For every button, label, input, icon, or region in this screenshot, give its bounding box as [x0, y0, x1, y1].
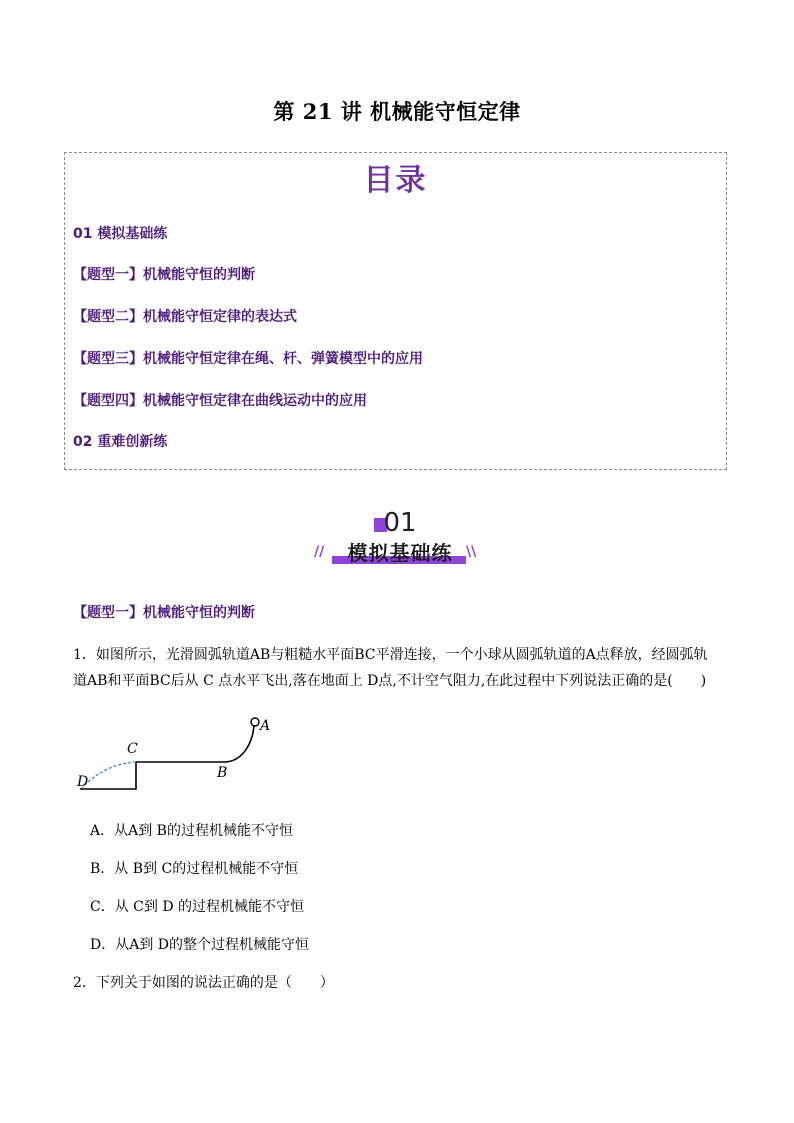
- toc-heading: 目录: [363, 163, 428, 198]
- label-c: C: [127, 741, 138, 757]
- toc-item-type-3[interactable]: 【题型三】机械能守恒定律在绳、杆、弹簧模型中的应用: [73, 351, 423, 367]
- question-1-line-1: 1．如图所示，光滑圆弧轨道AB与粗糙水平面BC平滑连接，一个小球从圆弧轨道的A点释放，经圆弧轨: [73, 647, 708, 663]
- question-type-heading: 【题型一】机械能守恒的判断: [73, 605, 255, 621]
- toc-item-type-1[interactable]: 【题型一】机械能守恒的判断: [73, 267, 255, 283]
- track-diagram: [74, 712, 284, 797]
- option-b[interactable]: B．从 B到 C的过程机械能不守恒: [90, 861, 299, 877]
- toc-item-section-02[interactable]: 02 重难创新练: [73, 434, 168, 450]
- trajectory-path: [82, 762, 136, 788]
- toc-item-section-01[interactable]: 01 模拟基础练: [73, 226, 168, 242]
- section-banner: [300, 500, 500, 575]
- option-d[interactable]: D．从A到 D的整个过程机械能守恒: [90, 937, 310, 953]
- option-a[interactable]: A．从A到 B的过程机械能不守恒: [90, 823, 293, 839]
- question-1-line-2: 道AB和平面BC后从 C 点水平飞出,落在地面上 D点,不计空气阻力,在此过程中下列说法正确的是( ): [73, 673, 707, 689]
- page-title: 第 21 讲 机械能守恒定律: [273, 99, 521, 124]
- track-path: [80, 722, 254, 789]
- toc-item-type-4[interactable]: 【题型四】机械能守恒定律在曲线运动中的应用: [73, 393, 367, 409]
- banner-slash-right: \\: [466, 544, 477, 560]
- toc-item-type-2[interactable]: 【题型二】机械能守恒定律的表达式: [73, 309, 297, 325]
- label-b: B: [217, 765, 228, 781]
- label-d: D: [77, 774, 89, 790]
- banner-slash-left: //: [314, 544, 325, 560]
- question-2-line-1: 2．下列关于如图的说法正确的是（ ）: [73, 975, 334, 991]
- table-of-contents: [64, 152, 727, 470]
- section-number: 01: [383, 508, 417, 538]
- label-a: A: [260, 718, 271, 734]
- ball: [251, 718, 259, 726]
- option-c[interactable]: C．从 C到 D 的过程机械能不守恒: [90, 899, 304, 915]
- section-label: 模拟基础练: [347, 541, 453, 565]
